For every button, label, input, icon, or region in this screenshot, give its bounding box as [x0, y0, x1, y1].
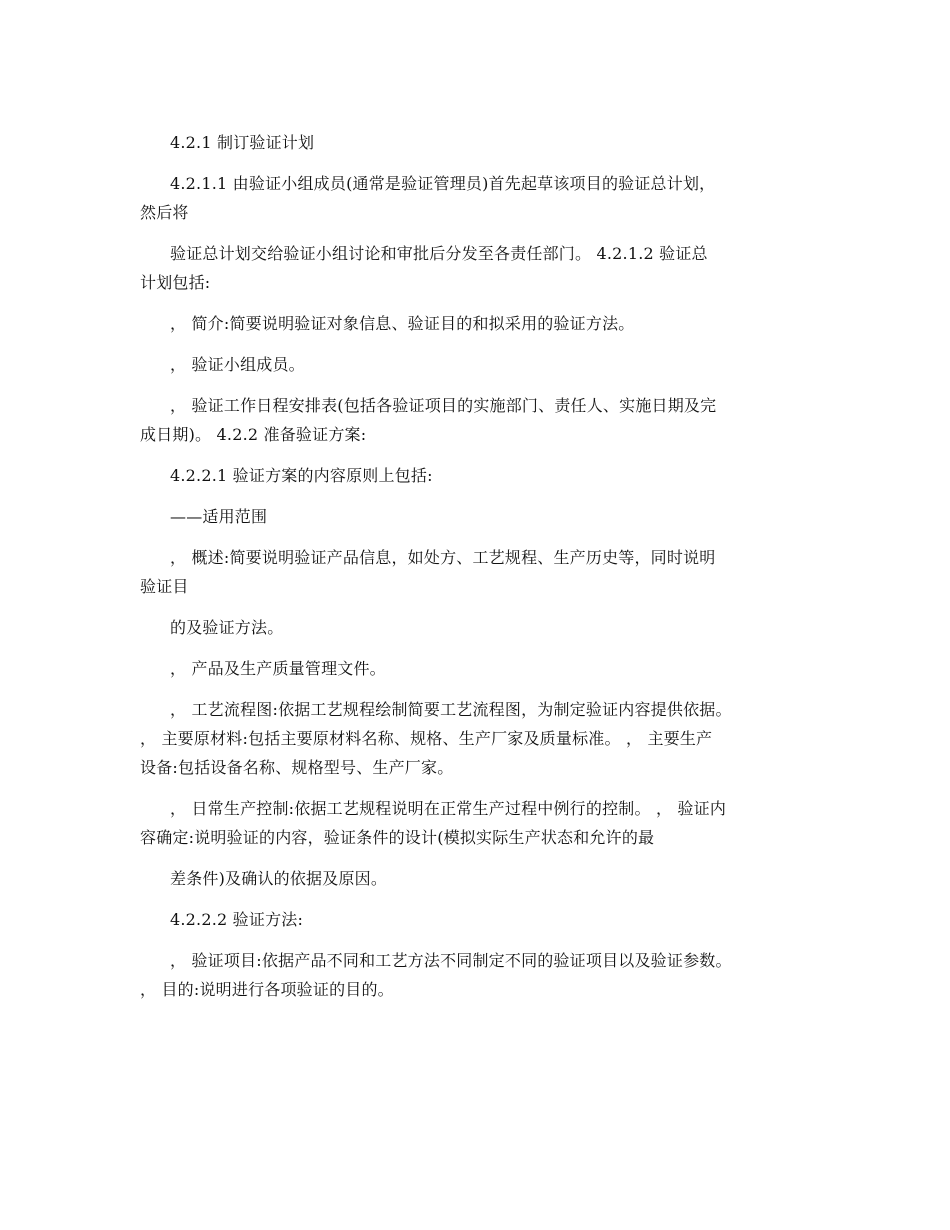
list-item-process-flow: ， 工艺流程图:依据工艺规程绘制简要工艺流程图，为制定验证内容提供依据。 — [170, 700, 732, 719]
list-item-equipment-line-2: 设备:包括设备名称、规格型号、生产厂家。 — [140, 758, 454, 777]
list-item-content-line-3: 差条件)及确认的依据及原因。 — [170, 869, 388, 888]
list-item-schedule-line-2: 成日期)。 4.2.2 准备验证方案: — [140, 425, 367, 444]
list-item-introduction: ， 简介:简要说明验证对象信息、验证目的和拟采用的验证方法。 — [170, 314, 635, 333]
list-item-team-members: ， 验证小组成员。 — [170, 355, 305, 374]
document-body — [140, 128, 810, 1004]
paragraph-4-2-2-1: 4.2.2.1 验证方案的内容原则上包括: — [170, 466, 433, 485]
list-item-raw-materials-line-1: ， 主要原材料:包括主要原材料名称、规格、生产厂家及质量标准。 ， 主要生产 — [140, 729, 713, 748]
paragraph-plan-line-1: 验证总计划交给验证小组讨论和审批后分发至各责任部门。 4.2.1.2 验证总 — [170, 244, 708, 263]
list-item-verification-items: ， 验证项目:依据产品不同和工艺方法不同制定不同的验证项目以及验证参数。 — [170, 951, 732, 970]
paragraph-4-2-1-1-line-2: 然后将 — [140, 203, 189, 222]
paragraph-4-2-2-2: 4.2.2.2 验证方法: — [170, 910, 304, 929]
list-item-content-line-2: 容确定:说明验证的内容，验证条件的设计(模拟实际生产状态和允许的最 — [140, 828, 655, 847]
list-item-purpose: ， 目的:说明进行各项验证的目的。 — [140, 980, 394, 999]
list-item-overview-line-1: ， 概述:简要说明验证产品信息，如处方、工艺规程、生产历史等，同时说明 — [170, 548, 716, 567]
list-item-schedule-line-1: ， 验证工作日程安排表(包括各验证项目的实施部门、责任人、实施日期及完 — [170, 396, 717, 415]
list-item-quality-documents: ， 产品及生产质量管理文件。 — [170, 659, 386, 678]
section-heading-4-2-1: 4.2.1 制订验证计划 — [170, 133, 315, 152]
list-item-overview-line-3: 的及验证方法。 — [170, 618, 284, 637]
list-item-daily-control-line-1: ， 日常生产控制:依据工艺规程说明在正常生产过程中例行的控制。 ， 验证内 — [170, 799, 727, 818]
paragraph-plan-line-2: 计划包括: — [140, 273, 211, 292]
list-item-scope: ——适用范围 — [170, 507, 268, 526]
list-item-overview-line-2: 验证目 — [140, 577, 189, 596]
paragraph-4-2-1-1-line-1: 4.2.1.1 由验证小组成员(通常是验证管理员)首先起草该项目的验证总计划， — [170, 174, 716, 193]
